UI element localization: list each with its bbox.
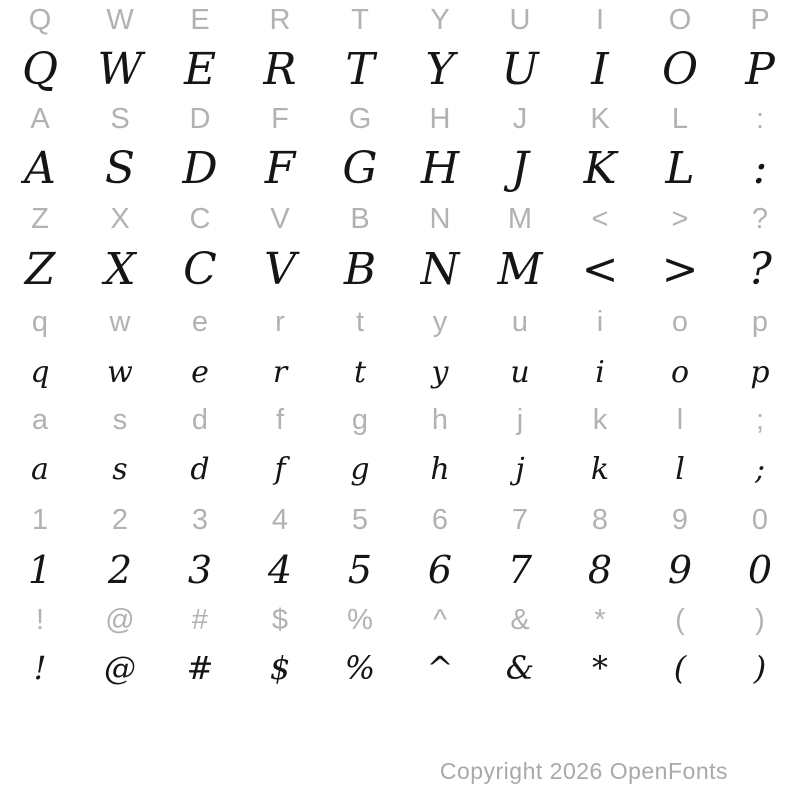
reference-glyph: o [671, 305, 689, 338]
script-glyph: # [186, 649, 214, 687]
reference-glyph: Z [31, 202, 49, 235]
reference-glyph: ^ [433, 603, 447, 636]
script-glyph: i [595, 355, 605, 390]
script-glyph: 8 [587, 548, 613, 592]
script-glyph: ) [753, 649, 767, 687]
reference-glyph: l [676, 403, 684, 436]
script-glyph: s [112, 452, 128, 487]
script-glyph: Z [24, 244, 56, 295]
reference-glyph: ) [755, 603, 765, 636]
reference-glyph: ! [35, 603, 45, 636]
reference-glyph: k [592, 403, 608, 436]
reference-glyph: O [668, 3, 692, 36]
script-glyph: : [752, 143, 768, 194]
script-glyph: O [661, 44, 699, 95]
script-glyph: & [505, 649, 535, 687]
script-glyph: ; [754, 452, 766, 487]
reference-glyph-row-lowercase-home-row [0, 400, 800, 440]
script-glyph: D [182, 143, 218, 194]
script-glyph-row-uppercase-top-row [0, 38, 800, 102]
script-glyph: e [191, 355, 209, 390]
script-glyph: R [263, 44, 297, 95]
reference-glyph: a [31, 403, 49, 436]
reference-glyph: y [432, 305, 448, 338]
reference-glyph: J [512, 102, 528, 135]
reference-glyph: V [270, 202, 290, 235]
script-glyph: t [353, 355, 367, 390]
copyright-footer: Copyright 2026 OpenFonts [439, 758, 728, 784]
reference-glyph: N [429, 202, 451, 235]
reference-glyph: 4 [271, 503, 289, 536]
reference-glyph: 9 [671, 503, 689, 536]
reference-glyph: * [594, 603, 606, 636]
script-glyph: > [661, 244, 699, 295]
reference-glyph: H [429, 102, 451, 135]
script-glyph: d [190, 452, 210, 487]
reference-glyph: < [591, 202, 609, 235]
reference-glyph: d [191, 403, 209, 436]
reference-glyph: ? [751, 202, 769, 235]
reference-glyph: f [275, 403, 285, 436]
script-glyph: o [670, 355, 690, 390]
reference-glyph: B [350, 202, 370, 235]
script-glyph-row-digits-row [0, 538, 800, 602]
reference-glyph: U [509, 3, 531, 36]
reference-glyph: ( [675, 603, 685, 636]
script-glyph: E [183, 44, 217, 95]
reference-glyph: 6 [431, 503, 449, 536]
script-glyph: 3 [187, 548, 213, 592]
reference-glyph: : [755, 102, 765, 135]
script-glyph-row-lowercase-home-row [0, 438, 800, 502]
script-glyph: y [431, 355, 449, 390]
reference-glyph: 3 [191, 503, 209, 536]
reference-glyph: I [595, 3, 605, 36]
reference-glyph-row-lowercase-top-row [0, 302, 800, 342]
reference-glyph: D [189, 102, 211, 135]
reference-glyph: 2 [111, 503, 129, 536]
reference-glyph: t [355, 305, 365, 338]
script-glyph: 5 [347, 548, 373, 592]
reference-glyph: # [191, 603, 209, 636]
script-glyph: G [342, 143, 378, 194]
script-glyph: % [344, 649, 376, 687]
script-glyph: P [745, 44, 775, 95]
script-glyph: < [581, 244, 619, 295]
script-glyph: g [350, 452, 370, 487]
script-glyph: F [264, 143, 296, 194]
script-glyph: B [343, 244, 377, 295]
reference-glyph: X [110, 202, 130, 235]
reference-glyph: j [516, 403, 524, 436]
script-glyph: l [675, 452, 685, 487]
reference-glyph: R [269, 3, 291, 36]
reference-glyph: C [189, 202, 211, 235]
reference-glyph: S [110, 102, 130, 135]
reference-glyph: % [347, 603, 373, 636]
reference-glyph: F [271, 102, 289, 135]
script-glyph: N [420, 244, 460, 295]
script-glyph: V [264, 244, 296, 295]
reference-glyph-row-uppercase-bottom-row [0, 199, 800, 239]
script-glyph-row-symbols-row [0, 636, 800, 700]
script-glyph: L [665, 143, 695, 194]
script-glyph: J [511, 143, 529, 194]
reference-glyph: M [507, 202, 533, 235]
script-glyph: 1 [27, 548, 53, 592]
script-glyph: Q [21, 44, 59, 95]
script-glyph: U [501, 44, 539, 95]
script-glyph: @ [104, 649, 136, 687]
script-glyph: T [345, 44, 375, 95]
script-glyph: K [583, 143, 617, 194]
script-glyph: M [497, 244, 543, 295]
script-glyph: k [590, 452, 610, 487]
reference-glyph: 0 [751, 503, 769, 536]
script-glyph: X [104, 244, 136, 295]
reference-glyph: i [596, 305, 604, 338]
script-glyph: 2 [107, 548, 133, 592]
script-glyph: j [515, 452, 525, 487]
reference-glyph: $ [271, 603, 289, 636]
reference-glyph: Y [430, 3, 450, 36]
reference-glyph: T [351, 3, 369, 36]
reference-glyph: 1 [31, 503, 49, 536]
script-glyph: 0 [747, 548, 773, 592]
script-glyph-row-uppercase-bottom-row [0, 238, 800, 302]
reference-glyph: 7 [511, 503, 529, 536]
script-glyph: W [97, 44, 143, 95]
reference-glyph: ; [755, 403, 765, 436]
reference-glyph: r [275, 305, 285, 338]
script-glyph: Y [425, 44, 455, 95]
reference-glyph: W [106, 3, 134, 36]
script-glyph: * [592, 649, 608, 687]
reference-glyph: g [351, 403, 369, 436]
reference-glyph: P [750, 3, 770, 36]
script-glyph: I [591, 44, 609, 95]
script-glyph: A [24, 143, 56, 194]
script-glyph: h [430, 452, 450, 487]
script-glyph: w [107, 355, 133, 390]
script-glyph: u [510, 355, 530, 390]
reference-glyph: 8 [591, 503, 609, 536]
reference-glyph: G [348, 102, 372, 135]
reference-glyph: u [511, 305, 529, 338]
script-glyph: f [274, 452, 286, 487]
reference-glyph-row-symbols-row [0, 600, 800, 640]
script-glyph: ! [33, 649, 47, 687]
script-glyph-row-uppercase-home-row [0, 137, 800, 201]
reference-glyph: @ [105, 603, 135, 636]
reference-glyph: 5 [351, 503, 369, 536]
script-glyph: 9 [667, 548, 693, 592]
script-glyph: 7 [507, 548, 533, 592]
script-glyph: a [31, 452, 49, 487]
script-glyph: H [420, 143, 460, 194]
reference-glyph: > [671, 202, 689, 235]
reference-glyph: L [671, 102, 689, 135]
script-glyph: 6 [427, 548, 453, 592]
reference-glyph: w [109, 305, 131, 338]
script-glyph: ( [673, 649, 687, 687]
reference-glyph: e [191, 305, 209, 338]
reference-glyph: q [31, 305, 49, 338]
script-glyph: $ [269, 649, 291, 687]
script-glyph: S [104, 143, 136, 194]
script-glyph: 4 [267, 548, 293, 592]
script-glyph: r [272, 355, 288, 390]
reference-glyph: K [590, 102, 610, 135]
reference-glyph-row-uppercase-home-row [0, 99, 800, 139]
reference-glyph: Q [28, 3, 52, 36]
script-glyph: ? [748, 244, 772, 295]
reference-glyph: h [431, 403, 449, 436]
reference-glyph-row-digits-row [0, 500, 800, 540]
script-glyph: q [30, 355, 50, 390]
reference-glyph: E [190, 3, 210, 36]
reference-glyph-row-uppercase-top-row [0, 0, 800, 40]
script-glyph: p [750, 355, 770, 390]
reference-glyph: p [751, 305, 769, 338]
script-glyph-row-lowercase-top-row [0, 341, 800, 405]
reference-glyph: s [112, 403, 128, 436]
script-glyph: C [183, 244, 217, 295]
script-glyph: ^ [426, 649, 454, 687]
reference-glyph: & [510, 603, 530, 636]
reference-glyph: A [30, 102, 50, 135]
